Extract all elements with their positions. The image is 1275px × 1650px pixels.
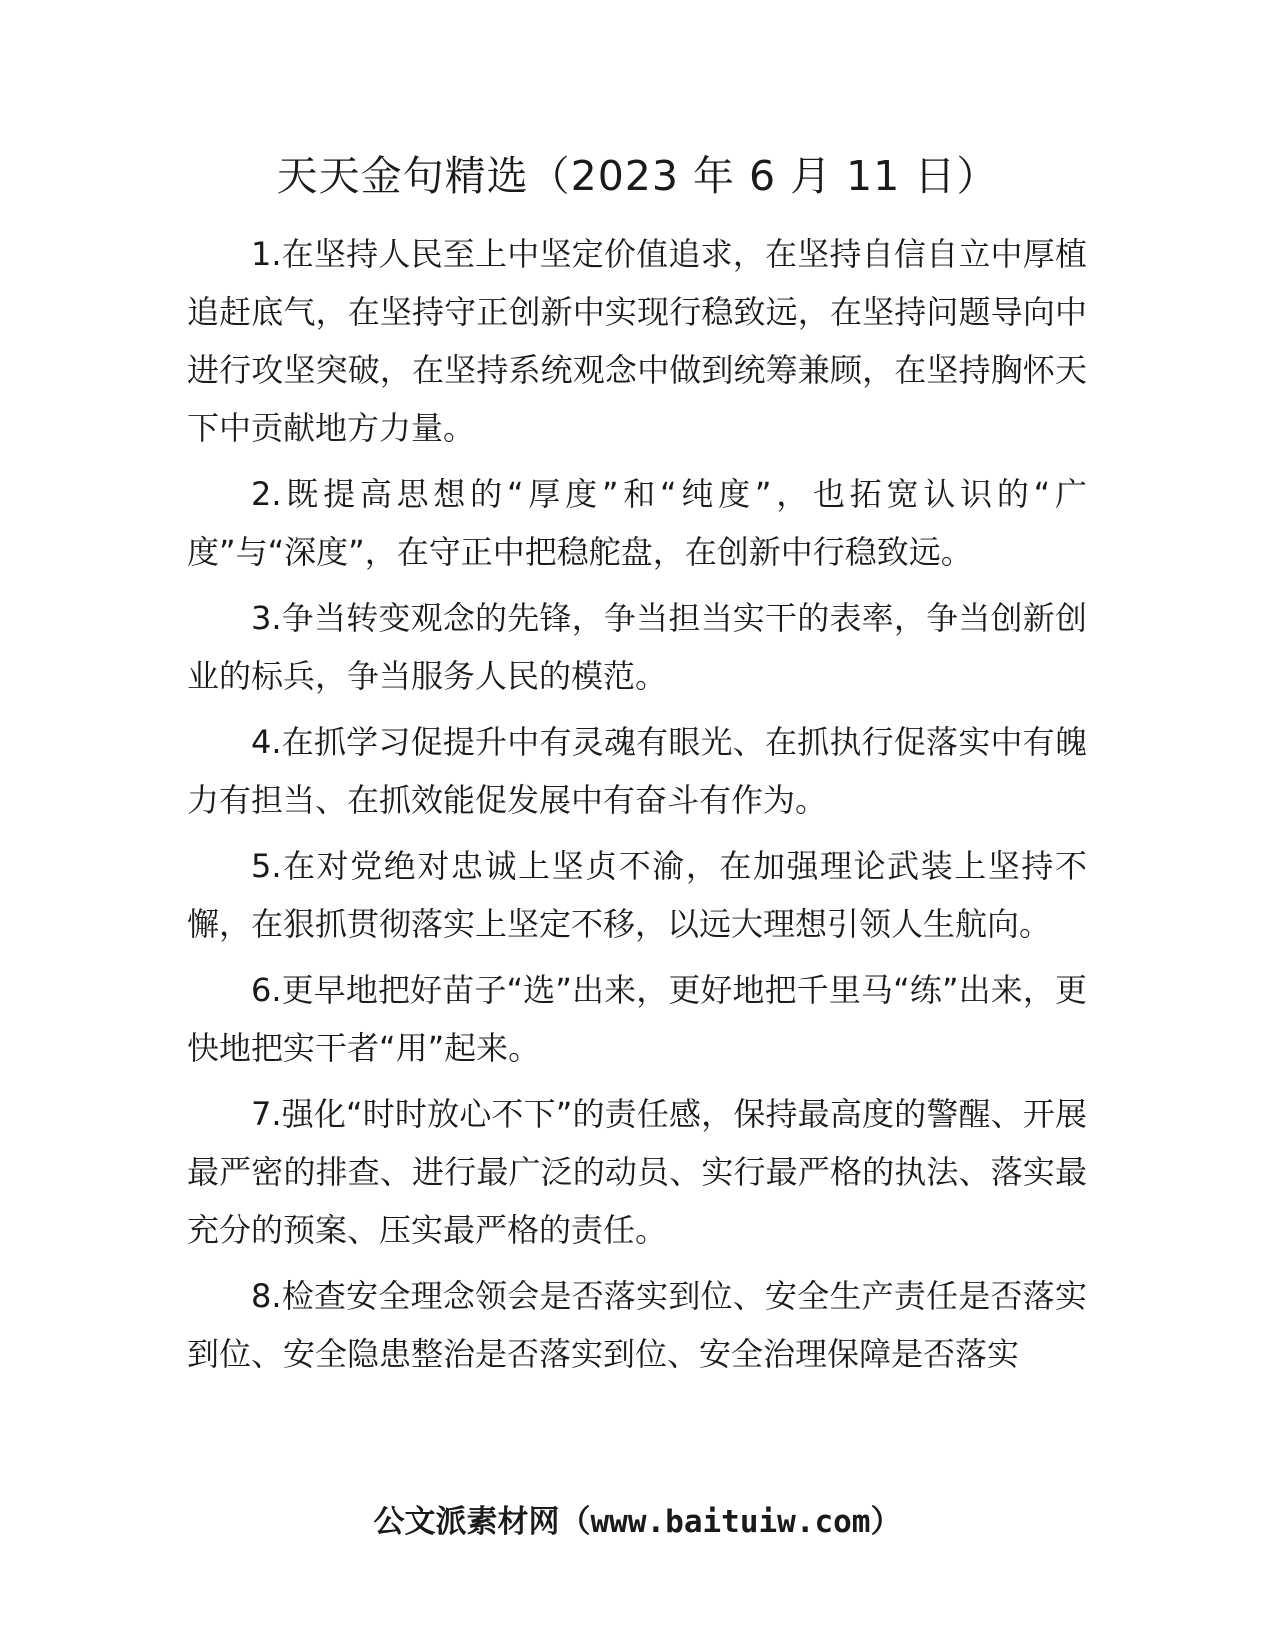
- footer-paren-close: ）: [870, 1504, 902, 1540]
- footer-paren-open: （: [559, 1504, 591, 1540]
- paragraph-6: 6.更早地把好苗子“选”出来，更好地把千里马“练”出来，更快地把实干者“用”起来。: [187, 971, 1087, 1067]
- document-body: [187, 225, 1087, 1391]
- paragraph-1: 1.在坚持人民至上中坚定价值追求，在坚持自信自立中厚植追赶底气，在坚持守正创新中实现行稳致远，在坚持问题导向中进行攻坚突破，在坚持系统观念中做到统筹兼顾，在坚持胸怀天下中贡献地方力量。: [187, 235, 1087, 447]
- paragraph-7: 7.强化“时时放心不下”的责任感，保持最高度的警醒、开展最严密的排查、进行最广泛的动员、实行最严格的执法、落实最充分的预案、压实最严格的责任。: [187, 1095, 1087, 1249]
- paragraph-2: 2.既提高思想的“厚度”和“纯度”，也拓宽认识的“广度”与“深度”，在守正中把稳舵盘，在创新中行稳致远。: [187, 475, 1087, 571]
- footer-url-link[interactable]: www.baituiw.com: [590, 1504, 871, 1540]
- paragraph-5: 5.在对党绝对忠诚上坚贞不渝，在加强理论武装上坚持不懈，在狠抓贯彻落实上坚定不移，以远大理想引领人生航向。: [187, 847, 1087, 943]
- footer-site-name: 公文派素材网: [373, 1504, 560, 1540]
- paragraph-4: 4.在抓学习促提升中有灵魂有眼光、在抓执行促落实中有魄力有担当、在抓效能促发展中有奋斗有作为。: [187, 723, 1087, 819]
- paragraph-3: 3.争当转变观念的先锋，争当担当实干的表率，争当创新创业的标兵，争当服务人民的模范。: [187, 599, 1087, 695]
- paragraph-8: 8.检查安全理念领会是否落实到位、安全生产责任是否落实到位、安全隐患整治是否落实到位、安全治理保障是否落实: [187, 1277, 1087, 1373]
- footer-watermark: [0, 1502, 1275, 1542]
- page-title: 天天金句精选（2023 年 6 月 11 日）: [276, 152, 999, 200]
